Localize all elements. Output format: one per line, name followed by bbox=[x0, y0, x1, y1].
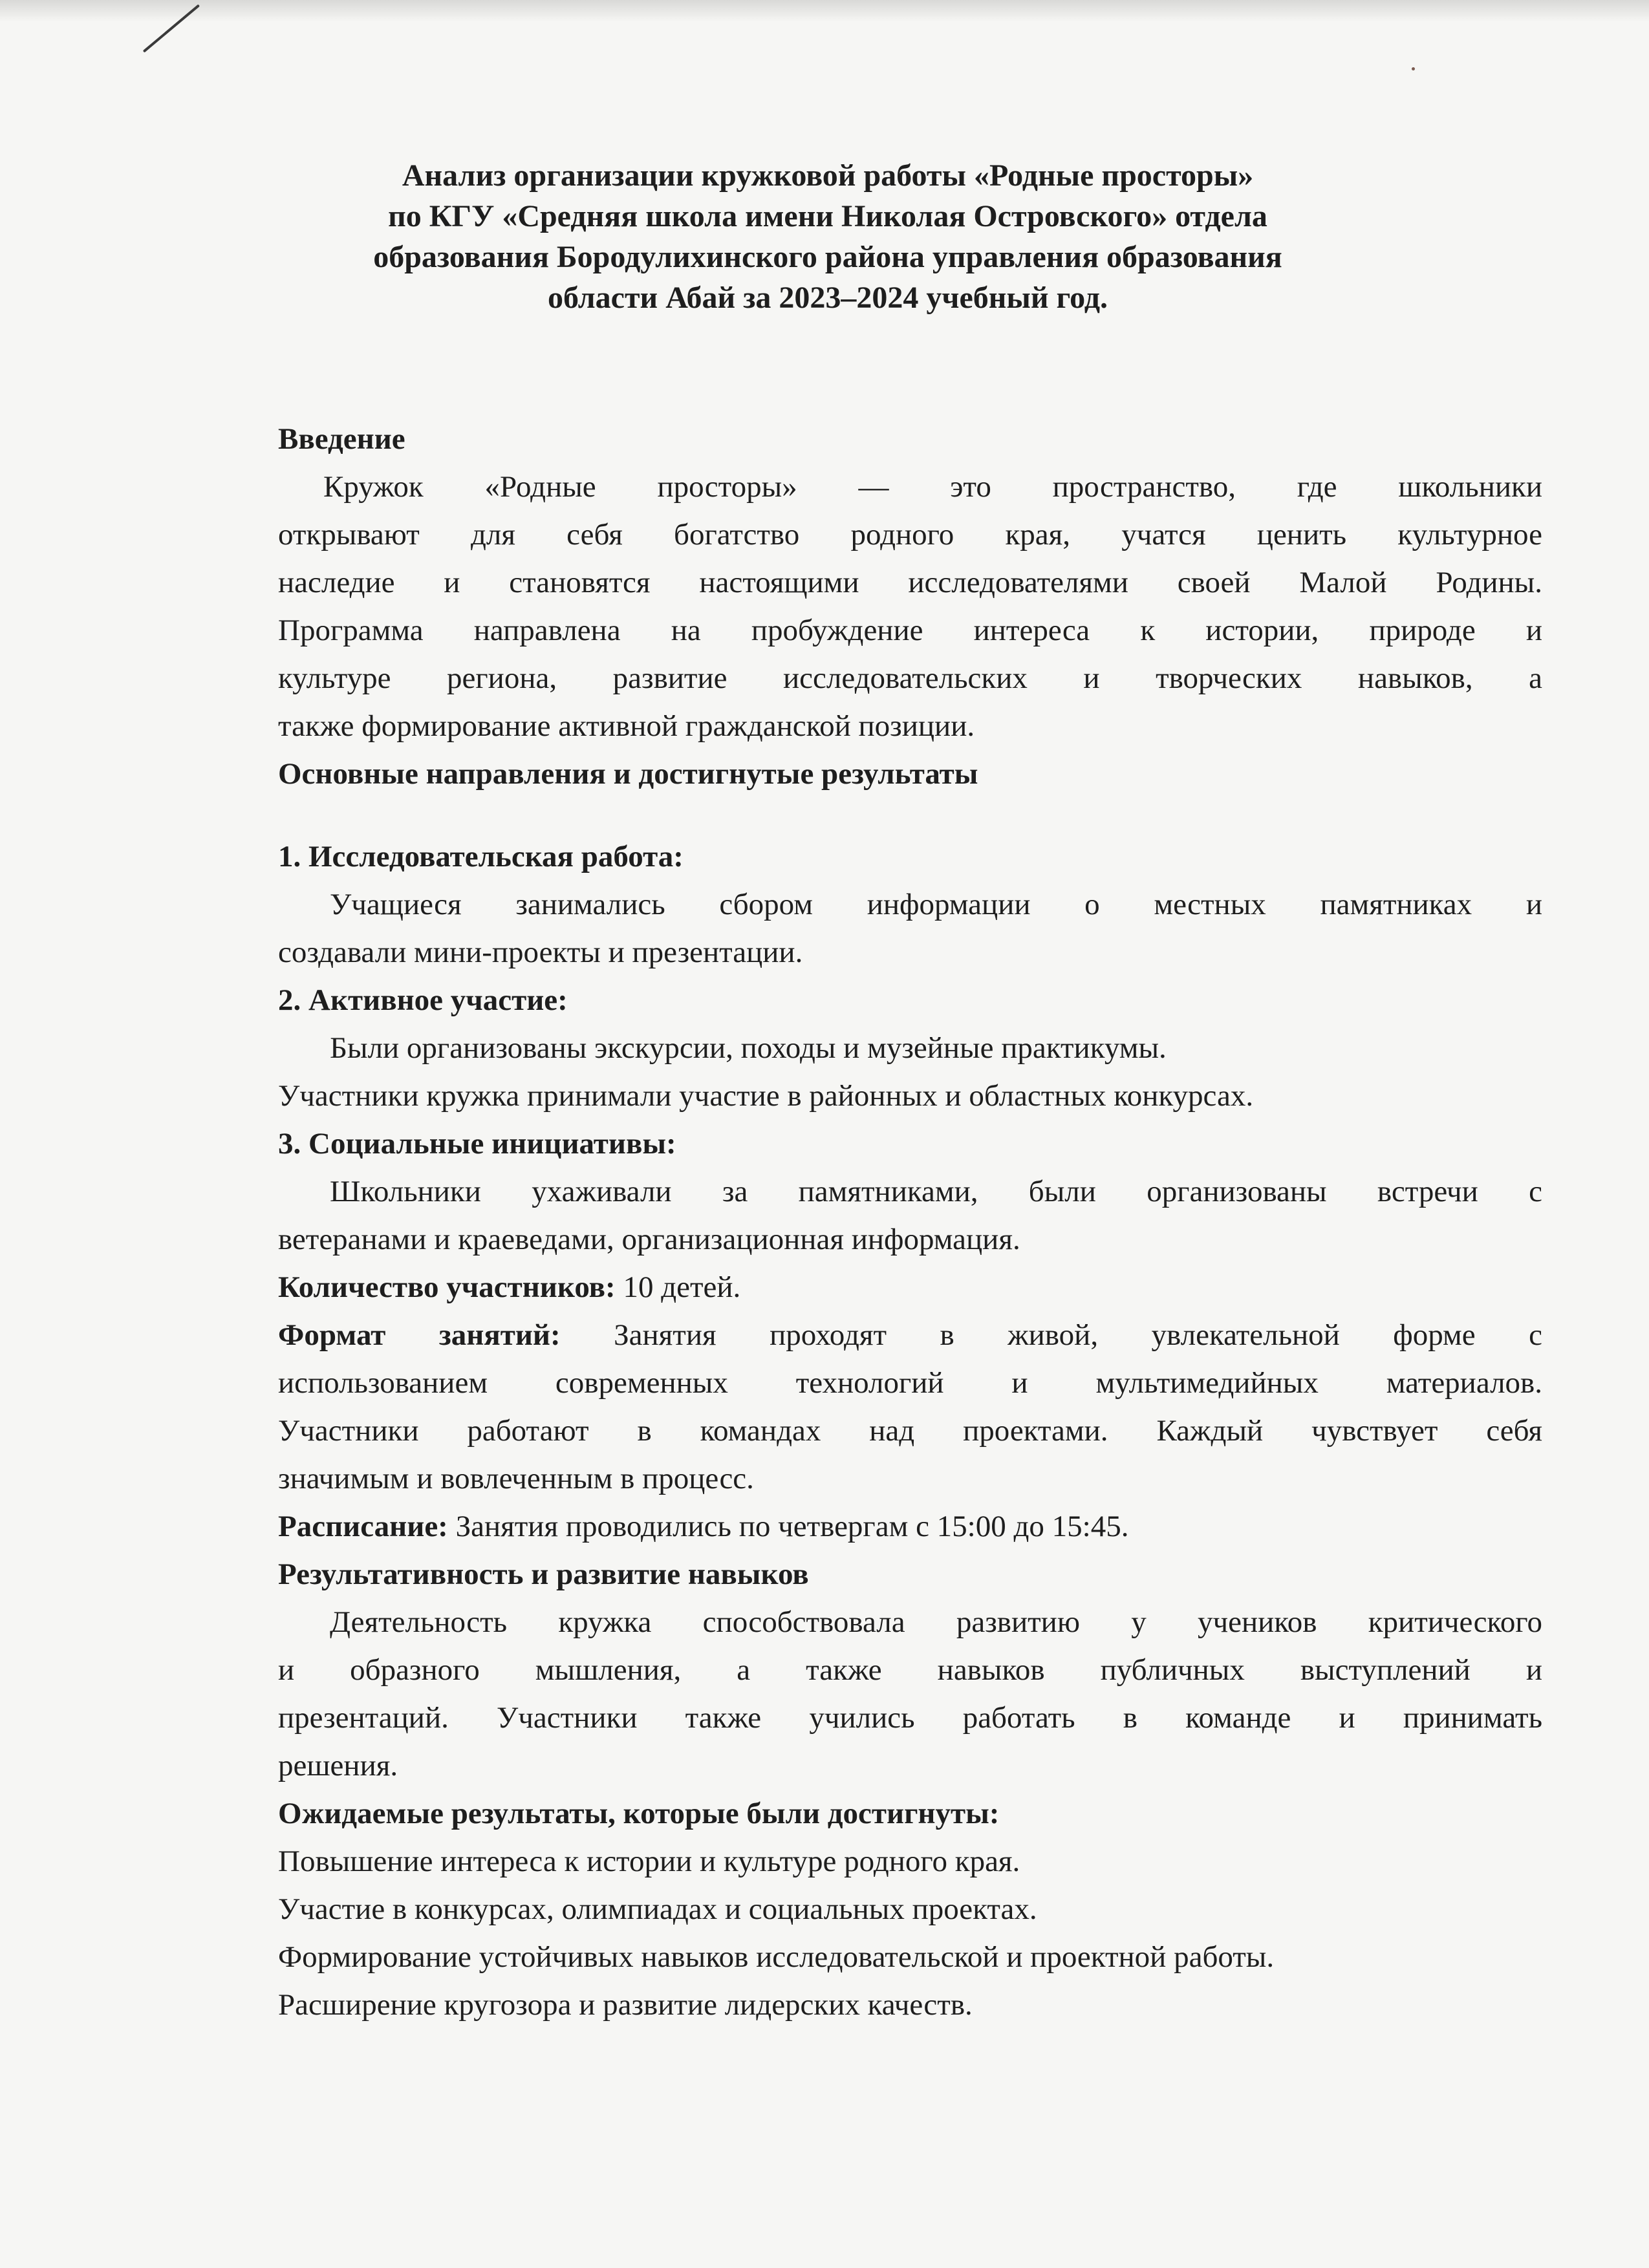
title-line: Анализ организации кружковой работы «Родные просторы» bbox=[402, 158, 1254, 193]
intro-line: Программа направлена на пробуждение интереса к истории, природе и bbox=[278, 614, 1542, 647]
section-gap bbox=[278, 798, 1542, 833]
direction-1-heading: 1. Исследовательская работа: bbox=[278, 840, 684, 873]
direction-3-line: ветеранами и краеведами, организационная информация. bbox=[278, 1223, 1020, 1256]
results-heading: Результативность и развитие навыков bbox=[278, 1557, 809, 1591]
direction-3-line: Школьники ухаживали за памятниками, были организованы встречи с bbox=[330, 1175, 1542, 1208]
title-line: образования Бородулихинского района управления образования bbox=[373, 240, 1282, 274]
directions-heading: Основные направления и достигнутые результаты bbox=[278, 757, 978, 791]
format-label: Формат занятий: bbox=[278, 1318, 561, 1352]
intro-line: Кружок «Родные просторы» — это пространство, где школьники bbox=[323, 470, 1542, 504]
participants-value: 10 детей. bbox=[615, 1270, 741, 1304]
results-line: Деятельность кружка способствовала развитию у учеников критического bbox=[330, 1605, 1542, 1639]
intro-line: культуре региона, развитие исследовательских и творческих навыков, а bbox=[278, 661, 1542, 695]
direction-1-line: создавали мини-проекты и презентации. bbox=[278, 936, 803, 969]
format-first-line bbox=[278, 1311, 1542, 1359]
results-line: и образного мышления, а также навыков публичных выступлений и bbox=[278, 1653, 1542, 1687]
format-text: Занятия проходят в живой, увлекательной форме с bbox=[560, 1318, 1542, 1352]
intro-line: открывают для себя богатство родного края, учатся ценить культурное bbox=[278, 518, 1542, 551]
expected-item: Повышение интереса к истории и культуре родного края. bbox=[278, 1845, 1020, 1878]
expected-item: Формирование устойчивых навыков исследовательской и проектной работы. bbox=[278, 1940, 1275, 1974]
direction-2-heading: 2. Активное участие: bbox=[278, 983, 568, 1017]
direction-1-line: Учащиеся занимались сбором информации о местных памятниках и bbox=[330, 888, 1542, 921]
title-line: области Абай за 2023–2024 учебный год. bbox=[547, 281, 1108, 315]
format-line: значимым и вовлеченным в процесс. bbox=[278, 1462, 754, 1495]
document-body bbox=[278, 415, 1542, 2029]
direction-3-heading: 3. Социальные инициативы: bbox=[278, 1127, 676, 1161]
direction-2-line: Были организованы экскурсии, походы и музейные практикумы. bbox=[330, 1031, 1167, 1065]
schedule-paragraph bbox=[278, 1503, 1542, 1550]
schedule-value: Занятия проводились по четвергам с 15:00 до 15:45. bbox=[447, 1510, 1129, 1543]
ink-dot bbox=[1412, 67, 1415, 70]
scan-edge-shadow bbox=[0, 0, 1649, 22]
intro-heading: Введение bbox=[278, 422, 405, 456]
results-line: решения. bbox=[278, 1749, 398, 1782]
intro-line: также формирование активной гражданской позиции. bbox=[278, 709, 975, 743]
direction-2-line: Участники кружка принимали участие в районных и областных конкурсах. bbox=[278, 1079, 1254, 1113]
title-line: по КГУ «Средняя школа имени Николая Островского» отдела bbox=[388, 199, 1267, 233]
format-line: Участники работают в командах над проектами. Каждый чувствует себя bbox=[278, 1414, 1542, 1448]
expected-item: Участие в конкурсах, олимпиадах и социальных проектах. bbox=[278, 1892, 1037, 1926]
document-title bbox=[272, 155, 1384, 318]
schedule-label: Расписание: bbox=[278, 1510, 448, 1543]
participants-label: Количество участников: bbox=[278, 1270, 616, 1304]
intro-line: наследие и становятся настоящими исследователями своей Малой Родины. bbox=[278, 566, 1542, 599]
format-line: использованием современных технологий и мультимедийных материалов. bbox=[278, 1366, 1542, 1400]
expected-heading: Ожидаемые результаты, которые были достигнуты: bbox=[278, 1797, 1000, 1830]
expected-item: Расширение кругозора и развитие лидерских качеств. bbox=[278, 1988, 973, 2022]
participants-paragraph bbox=[278, 1263, 1542, 1311]
results-line: презентаций. Участники также учились работать в команде и принимать bbox=[278, 1701, 1542, 1735]
